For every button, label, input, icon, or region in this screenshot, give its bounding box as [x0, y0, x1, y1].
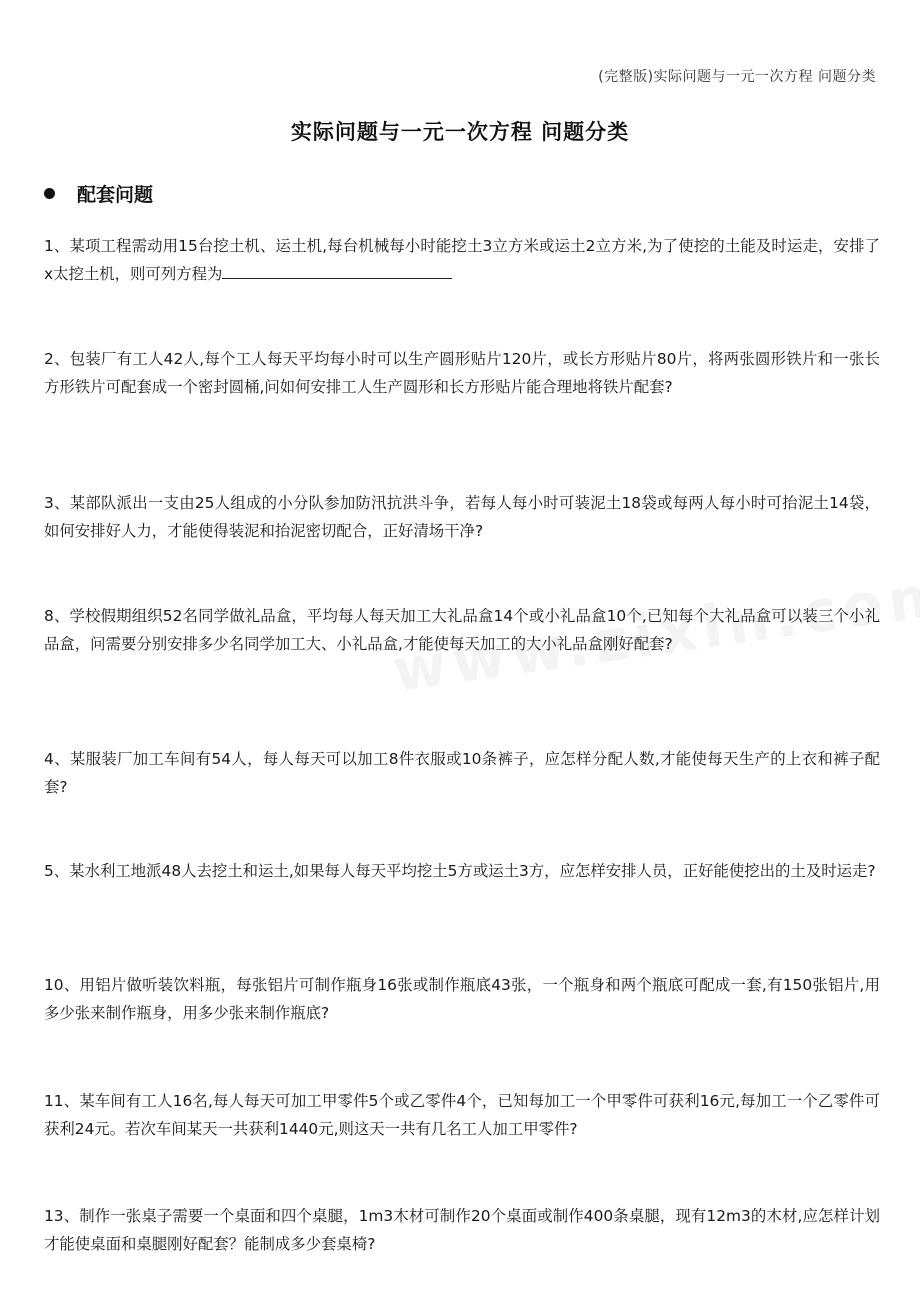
- document-title: 实际问题与一元一次方程 问题分类: [290, 120, 630, 144]
- problem-10: 10、用铝片做听装饮料瓶，每张铝片可制作瓶身16张或制作瓶底43张，一个瓶身和两个瓶底可配成一套,有150张铝片,用多少张来制作瓶身，用多少张来制作瓶底?: [44, 976, 880, 1022]
- problem-3: 3、某部队派出一支由25人组成的小分队参加防汛抗洪斗争，若每人每小时可装泥土18袋或每两人每小时可抬泥土14袋，如何安排好人力，才能使得装泥和抬泥密切配合，正好清场干净?: [44, 494, 880, 540]
- problem-4: 4、某服装厂加工车间有54人，每人每天可以加工8件衣服或10条裤子，应怎样分配人数,才能使每天生产的上衣和裤子配套?: [44, 750, 880, 796]
- problem-1: [44, 233, 880, 288]
- section-heading: [44, 180, 153, 207]
- problem-8: 8、学校假期组织52名同学做礼品盒，平均每人每天加工大礼品盒14个或小礼品盒10个,已知每个大礼品盒可以装三个小礼品盒，问需要分别安排多少名同学加工大、小礼品盒,才能使每天加工的大小礼品盒刚好配套?: [44, 607, 880, 653]
- problem-13: 13、制作一张桌子需要一个桌面和四个桌腿，1m3木材可制作20个桌面或制作400条桌腿，现有12m3的木材,应怎样计划才能使桌面和桌腿刚好配套？能制成多少套桌椅?: [44, 1207, 880, 1253]
- problem-2: 2、包装厂有工人42人,每个工人每天平均每小时可以生产圆形贴片120片，或长方形贴片80片，将两张圆形铁片和一张长方形铁片可配套成一个密封圆桶,问如何安排工人生产圆形和长方形贴片能合理地将铁片配套?: [44, 350, 880, 396]
- problem-11: 11、某车间有工人16名,每人每天可加工甲零件5个或乙零件4个，已知每加工一个甲零件可获利16元,每加工一个乙零件可获利24元。若次车间某天一共获利1440元,则这天一共有几名工人加工甲零件?: [44, 1092, 880, 1138]
- problem-text: 1、某项工程需动用15台挖土机、运土机,每台机械每小时能挖土3立方米或运土2立方米,为了使挖的土能及时运走，安排了x太挖土机，则可列方程为: [44, 237, 880, 283]
- answer-blank: [222, 262, 452, 279]
- bullet-icon: [44, 188, 55, 199]
- section-heading-label: 配套问题: [77, 184, 154, 206]
- problem-5: 5、某水利工地派48人去挖土和运土,如果每人每天平均挖土5方或运土3方，应怎样安排人员，正好能使挖出的土及时运走?: [44, 862, 876, 880]
- running-header: (完整版)实际问题与一元一次方程 问题分类: [598, 69, 876, 85]
